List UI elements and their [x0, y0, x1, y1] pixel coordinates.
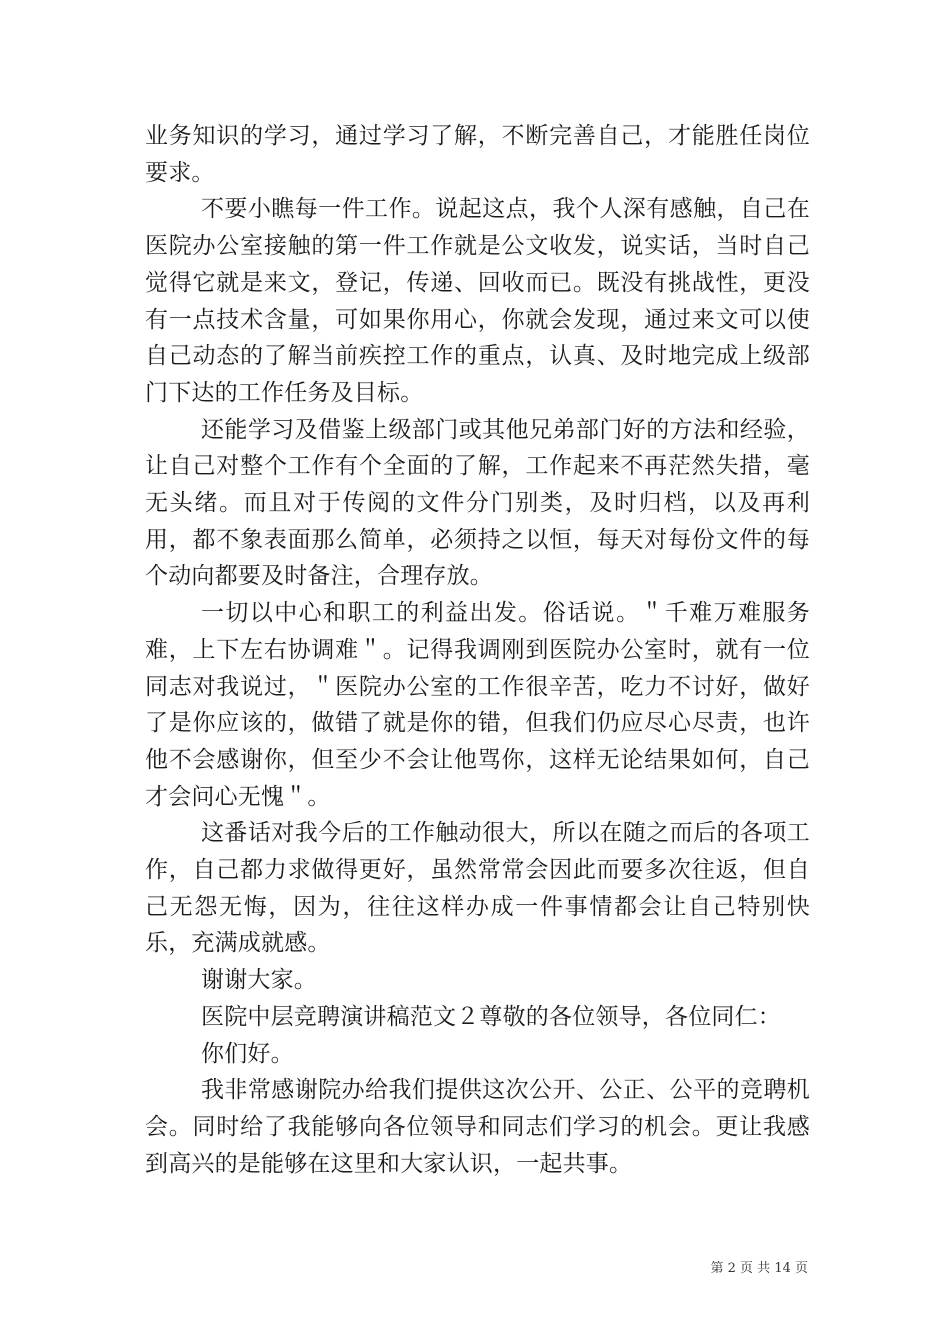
paragraph-heading: 医院中层竞聘演讲稿范文２尊敬的各位领导，各位同仁： — [201, 1003, 781, 1030]
paragraph: 一切以中心和职工的利益出发。俗话说。＂千难万难服务难，上下左右协调难＂。记得我调刚到医院办公室时，就有一位同志对我说过，＂医院办公室的工作很辛苦，吃力不讨好，做好了是你应该的，做错了就是你的错，但我们仍应尽心尽责，也许他不会感谢你，但至少不会让他骂你，这样无论结果如何，自己才会问心无愧＂。 — [145, 600, 810, 810]
paragraph: 还能学习及借鉴上级部门或其他兄弟部门好的方法和经验，让自己对整个工作有个全面的了解，工作起来不再茫然失措，毫无头绪。而且对于传阅的文件分门别类，及时归档，以及再利用，都不象表面那么简单，必须持之以恒，每天对每份文件的每个动向都要及时备注，合理存放。 — [145, 416, 810, 590]
paragraph: 我非常感谢院办给我们提供这次公开、公正、公平的竞聘机会。同时给了我能够向各位领导和同志们学习的机会。更让我感到高兴的是能够在这里和大家认识，一起共事。 — [145, 1077, 810, 1177]
paragraph: 你们好。 — [201, 1040, 294, 1067]
paragraph-continuation: 业务知识的学习，通过学习了解，不断完善自己，才能胜任岗位要求。 — [145, 123, 810, 186]
paragraph: 这番话对我今后的工作触动很大，所以在随之而后的各项工作，自己都力求做得更好，虽然常常会因此而要多次往返，但自己无怨无悔，因为，往往这样办成一件事情都会让自己特别快乐，充满成就感。 — [145, 820, 810, 957]
document-body — [145, 118, 810, 1182]
paragraph: 谢谢大家。 — [201, 967, 317, 994]
page-number-footer: 第 2 页 共 14 页 — [710, 1261, 808, 1276]
paragraph: 不要小瞧每一件工作。说起这点，我个人深有感触，自己在医院办公室接触的第一件工作就是公文收发，说实话，当时自己觉得它就是来文，登记，传递、回收而已。既没有挑战性，更没有一点技术含量，可如果你用心，你就会发现，通过来文可以使自己动态的了解当前疾控工作的重点，认真、及时地完成上级部门下达的工作任务及目标。 — [145, 196, 810, 406]
